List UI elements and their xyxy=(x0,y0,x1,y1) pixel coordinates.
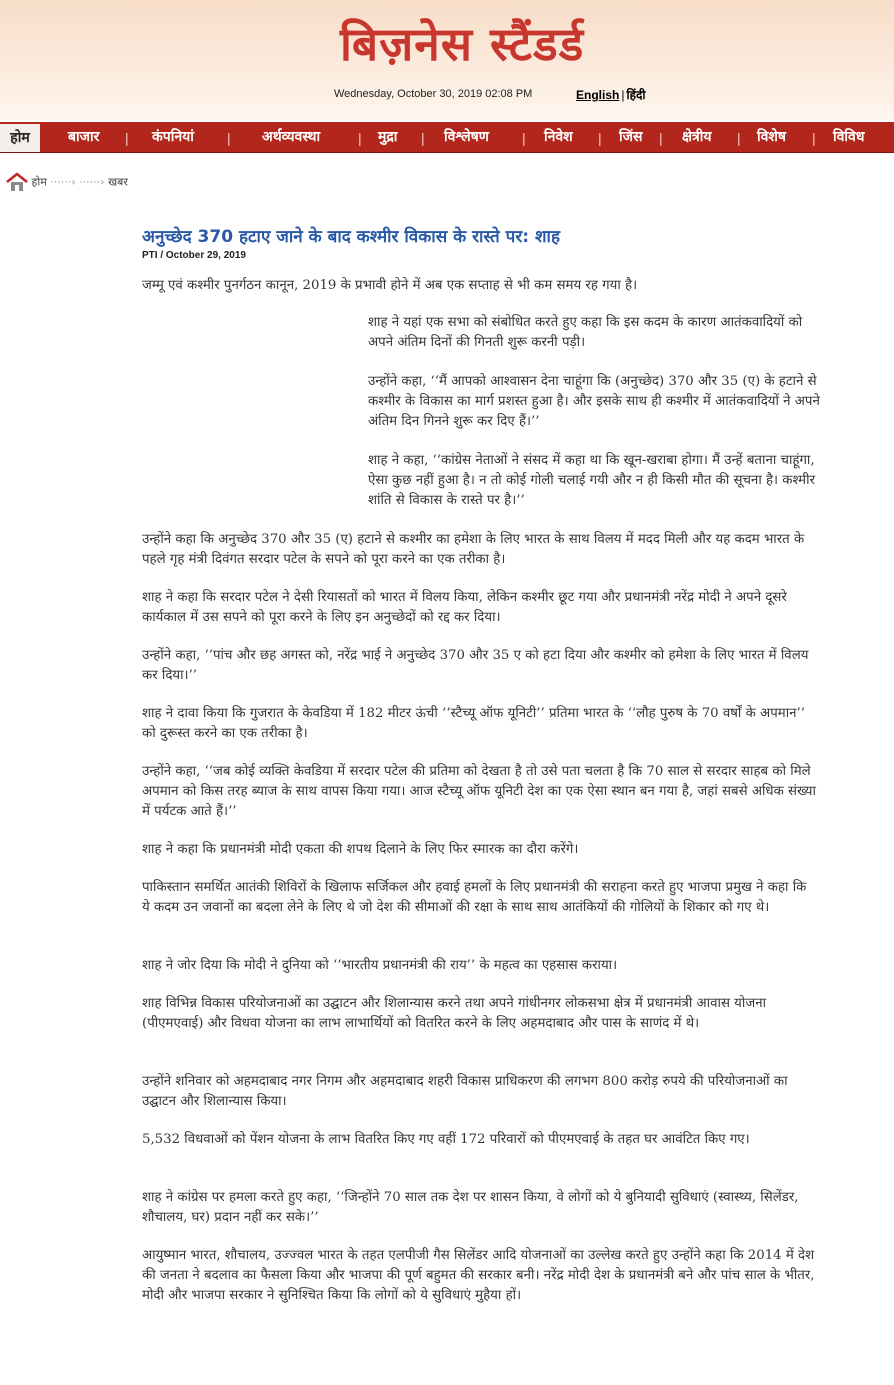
nav-separator: | xyxy=(227,130,231,146)
article-title: अनुच्छेद 370 हटाए जाने के बाद कश्मीर विकास के रास्ते पर: शाह xyxy=(142,227,560,247)
article-paragraph: शाह ने जोर दिया कि मोदी ने दुनिया को ‘‘भारतीय प्रधानमंत्री की राय’’ के महत्व का एहसास कराया। xyxy=(142,958,618,973)
nav-separator: | xyxy=(659,130,663,146)
home-icon[interactable] xyxy=(6,172,28,192)
nav-separator: | xyxy=(125,130,129,146)
nav-item-special[interactable]: विशेष xyxy=(757,129,787,145)
nav-separator: | xyxy=(358,130,362,146)
breadcrumb-home[interactable]: होम xyxy=(31,175,47,189)
nav-separator: | xyxy=(737,130,741,146)
breadcrumb-arrow: ······› xyxy=(79,175,105,189)
article-paragraph: शाह ने कहा कि सरदार पटेल ने देसी रियासतों को भारत में विलय किया, लेकिन कश्मीर छूट गया और प्रधानमंत्री नरेंद्र मोदी ने अपने दूसरे कार्यकाल में उस सपने को पूरा करने के लिए इन अनुच्छेदों को रद्द कर दिया। xyxy=(142,590,787,625)
nav-separator: | xyxy=(812,130,816,146)
article-paragraph: 5,532 विधवाओं को पेंशन योजना के लाभ वितरित किए गए वहीं 172 परिवारों को पीएमएवाई के तहत घर आवंटित किए गए। xyxy=(142,1132,750,1147)
article-intro: जम्मू एवं कश्मीर पुनर्गठन कानून, 2019 के प्रभावी होने में अब एक सप्ताह से भी कम समय रह गया है। xyxy=(142,278,638,293)
lang-separator: | xyxy=(621,88,625,102)
nav-item-bazaar[interactable]: बाजार xyxy=(68,129,100,145)
article-indented-paragraph: शाह ने यहां एक सभा को संबोधित करते हुए कहा कि इस कदम के कारण आतंकवादियों को अपने अंतिम दिनों की गिनती शुरू करनी पड़ी। xyxy=(368,315,803,350)
site-header xyxy=(0,0,894,120)
breadcrumb xyxy=(6,172,128,192)
article-paragraph: शाह ने कहा कि प्रधानमंत्री मोदी एकता की शपथ दिलाने के लिए फिर स्मारक का दौरा करेंगे। xyxy=(142,842,579,857)
article-paragraph: शाह विभिन्न विकास परियोजनाओं का उद्घाटन और शिलान्यास करने तथा अपने गांधीनगर लोकसभा क्षेत्र में प्रधानमंत्री आवास योजना (पीएमएवाई) और विधवा योजना का लाभ लाभार्थियों को वितरित करने के लिए अहमदाबाद और पास के साणंद में थे। xyxy=(142,996,767,1031)
article-paragraph: शाह ने दावा किया कि गुजरात के केवडिया में 182 मीटर ऊंची ‘‘स्टैच्यू ऑफ यूनिटी’’ प्रतिमा भारत के ‘‘लौह पुरुष के 70 वर्षों के अपमान’’ को दुरूस्त करने का एक तरीका है। xyxy=(142,706,805,741)
article-paragraph: आयुष्मान भारत, शौचालय, उज्ज्वल भारत के तहत एलपीजी गैस सिलेंडर आदि योजनाओं का उल्लेख करते हुए उन्होंने कहा कि 2014 में देश की जनता ने बदलाव का फैसला किया और भाजपा की पूर्ण बहुमत की सरकार बनी। नरेंद्र मोदी देश के प्रधानमंत्री बने और पांच साल के भीतर, मोदी और भाजपा सरकार ने सुनिश्चित किया कि लोगों को ये सुविधाएं मुहैया हों। xyxy=(142,1248,815,1303)
article-paragraph: शाह ने कांग्रेस पर हमला करते हुए कहा, ‘‘जिन्होंने 70 साल तक देश पर शासन किया, वे लोगों को ये बुनियादी सुविधाएं (स्वास्थ्य, सिलेंडर, शौचालय, घर) प्रदान नहीं कर सके।’’ xyxy=(142,1190,799,1225)
nav-item-regional[interactable]: क्षेत्रीय xyxy=(682,129,712,145)
current-date: Wednesday, October 30, 2019 02:08 PM xyxy=(334,88,533,100)
article-byline: PTI / October 29, 2019 xyxy=(142,250,246,261)
article-paragraph: उन्होंने कहा कि अनुच्छेद 370 और 35 (ए) हटाने से कश्मीर का हमेशा के लिए भारत के साथ विलय में मदद मिली और यह कदम भारत के पहले गृह मंत्री दिवंगत सरदार पटेल के सपने को पूरा करने का एक तरीका है। xyxy=(142,532,805,567)
article-paragraph: उन्होंने शनिवार को अहमदाबाद नगर निगम और अहमदाबाद शहरी विकास प्राधिकरण की लगभग 800 करोड़ रुपये की परियोजनाओं का उद्घाटन और शिलान्यास किया। xyxy=(142,1074,788,1109)
article-indented-paragraph: शाह ने कहा, ‘‘कांग्रेस नेताओं ने संसद में कहा था कि खून-खराबा होगा। मैं उन्हें बताना चाहूंगा, ऐसा कुछ नहीं हुआ है। न तो कोई गोली चलाई गयी और न ही किसी मौत की सूचना है। कश्मीर शांति से विकास के रास्ते पर है।’’ xyxy=(368,453,816,508)
nav-item-analysis[interactable]: विश्लेषण xyxy=(444,129,489,145)
site-logo[interactable]: बिज़नेस स्टैंडर्ड xyxy=(340,17,585,71)
article-indented-paragraph: उन्होंने कहा, ‘‘मैं आपको आश्वासन देना चाहूंगा कि (अनुच्छेद) 370 और 35 (ए) के हटाने से कश्मीर के विकास का मार्ग प्रशस्त हुआ है। और इसके साथ ही कश्मीर में आतंकवादियों ने अपने अंतिम दिन गिनने शुरू कर दिए हैं।’’ xyxy=(368,374,820,429)
english-link[interactable]: English xyxy=(576,88,620,102)
nav-separator: | xyxy=(522,130,526,146)
article-paragraph: उन्होंने कहा, ‘‘पांच और छह अगस्त को, नरेंद्र भाई ने अनुच्छेद 370 और 35 ए को हटा दिया और कश्मीर को हमेशा के लिए भारत में विलय कर दिया।’’ xyxy=(142,648,809,683)
article-paragraph: उन्होंने कहा, ‘‘जब कोई व्यक्ति केवडिया में सरदार पटेल की प्रतिमा को देखता है तो उसे पता चलता है कि 70 साल से सरदार साहब को मिले अपमान को किस तरह ब्याज के साथ वापस किया गया। आज स्टैच्यू ऑफ यूनिटी देश का एक ऐसा स्थान बन गया है, जहां सबसे अधिक संख्या में पर्यटक आते हैं।’’ xyxy=(142,764,816,819)
nav-item-economy[interactable]: अर्थव्यवस्था xyxy=(262,129,321,145)
breadcrumb-current: खबर xyxy=(108,175,128,189)
language-switcher xyxy=(576,86,645,103)
nav-item-misc[interactable]: विविध xyxy=(833,129,865,145)
breadcrumb-arrow: ······› xyxy=(50,175,76,189)
article-paragraph: पाकिस्तान समर्थित आतंकी शिविरों के खिलाफ सर्जिकल और हवाई हमलों के लिए प्रधानमंत्री की सराहना करते हुए भाजपा प्रमुख ने कहा कि ये कदम उन जवानों का बदला लेने के लिए थे जो देश की सीमाओं की रक्षा के साथ साथ आतंकियों की गोलियों के शिकार को गए थे। xyxy=(142,880,807,915)
nav-separator: | xyxy=(421,130,425,146)
nav-item-investment[interactable]: निवेश xyxy=(544,129,573,145)
nav-item-companies[interactable]: कंपनियां xyxy=(152,129,194,145)
nav-item-currency[interactable]: मुद्रा xyxy=(378,129,398,145)
main-nav xyxy=(0,122,894,153)
nav-item-commodities[interactable]: जिंस xyxy=(619,129,643,145)
nav-separator: | xyxy=(598,130,602,146)
nav-item-home[interactable]: होम xyxy=(0,122,40,152)
hindi-link[interactable]: हिंदी xyxy=(626,88,646,102)
